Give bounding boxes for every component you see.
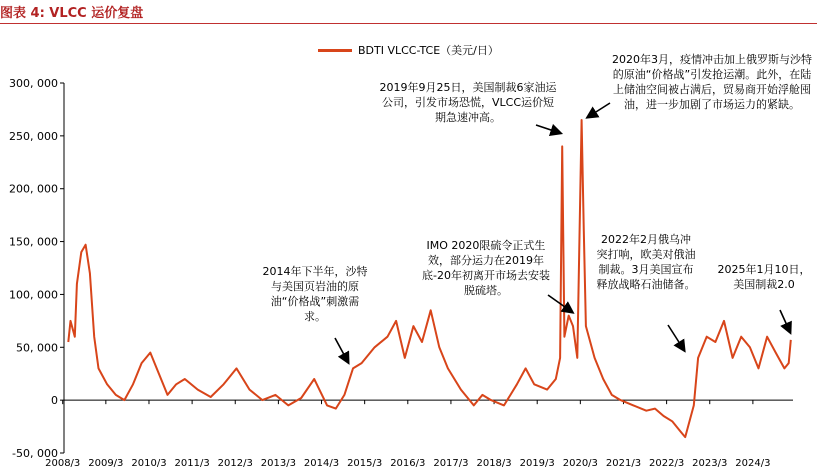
x-tick-label: 2009/3 (88, 458, 124, 469)
y-tick-label: -50, 000 (12, 447, 58, 460)
y-tick-label: 150, 000 (9, 235, 58, 249)
annotation-2020-covid: 2020年3月，疫情冲击加上俄罗斯与沙特的原油“价格战”引发抢运潮。此外，在陆上储油空间被占满后，贸易商开始浮舱囤油，进一步加剧了市场运力的紧缺。 (612, 53, 812, 111)
annotation-2019-sanctions: 2019年9月25日，美国制裁6家油运公司，引发市场恐慌，VLCC运价短期急速冲高。 (379, 81, 557, 124)
x-tick-label: 2023/3 (692, 458, 728, 469)
arrow-2014 (335, 338, 348, 362)
x-tick-label: 2014/3 (303, 458, 340, 469)
y-tick-label: 100, 000 (9, 288, 58, 302)
x-tick-label: 2015/3 (347, 458, 383, 469)
y-tick-label: 250, 000 (9, 129, 58, 143)
x-tick-label: 2018/3 (476, 458, 512, 469)
x-tick-label: 2016/3 (390, 458, 426, 469)
annotation-imo2020: IMO 2020限硫令正式生效，部分运力在2019年底-20年初离开市场去安装脱硫塔。 (422, 239, 550, 297)
arrow-2022 (668, 325, 684, 350)
x-tick-label: 2021/3 (605, 458, 642, 469)
arrow-2025 (780, 310, 790, 332)
x-tick-label: 2010/3 (131, 458, 167, 469)
x-tick-label: 2012/3 (217, 458, 253, 469)
x-tick-label: 2011/3 (174, 458, 210, 469)
x-tick-label: 2024/3 (735, 458, 771, 469)
arrow-2019 (536, 125, 560, 133)
legend-label: BDTI VLCC-TCE（美元/日） (358, 44, 499, 57)
x-tick-label: 2013/3 (260, 458, 296, 469)
x-tick-label: 2008/3 (45, 458, 81, 469)
x-tick-label: 2022/3 (649, 458, 685, 469)
annotation-2025: 2025年1月10日，美国制裁2.0 (717, 263, 811, 291)
x-tick-label: 2019/3 (519, 458, 555, 469)
y-tick-label: 0 (51, 394, 58, 408)
y-tick-label: 300, 000 (9, 77, 58, 90)
x-tick-label: 2017/3 (433, 458, 469, 469)
y-tick-label: 50, 000 (16, 341, 58, 355)
annotation-2022: 2022年2月俄乌冲突打响，欧美对俄油制裁。3月美国宣布释放战略石油储备。 (596, 233, 696, 291)
arrow-2020 (588, 103, 610, 117)
figure-title: 图表 4: VLCC 运价复盘 (0, 6, 144, 21)
annotation-2014: 2014年下半年，沙特与美国页岩油的原油“价格战”刺激需求。 (262, 265, 368, 323)
x-tick-label: 2020/3 (562, 458, 598, 469)
y-tick-label: 200, 000 (9, 182, 58, 196)
